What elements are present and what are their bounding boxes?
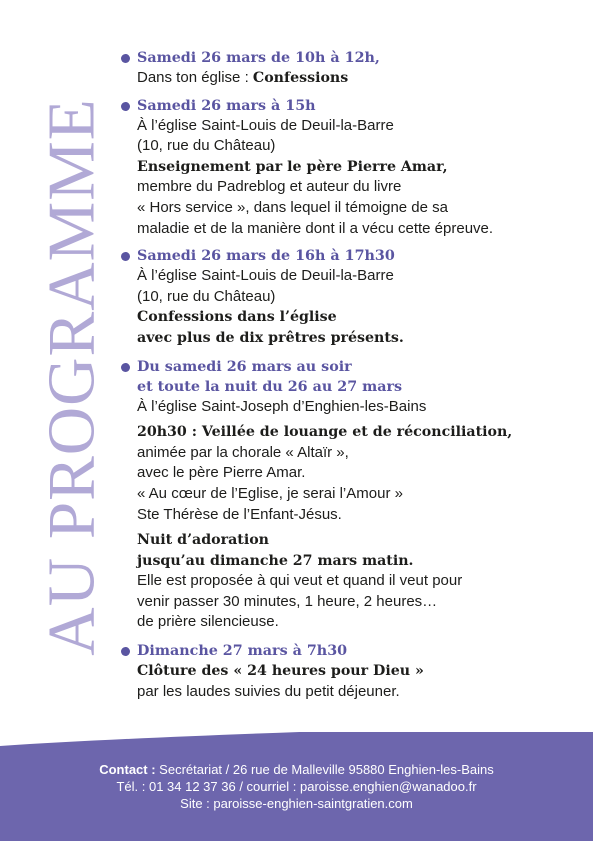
footer-site-line: Site : paroisse-enghien-saintgratien.com bbox=[180, 796, 413, 811]
event-heading: Dimanche 27 mars à 7h30 bbox=[137, 643, 348, 660]
event-line: Clôture des « 24 heures pour Dieu » bbox=[137, 663, 424, 680]
event-closing bbox=[121, 641, 571, 702]
event-line: avec plus de dix prêtres présents. bbox=[137, 329, 404, 346]
event-line: maladie et de la manière dont il a vécu cette épreuve. bbox=[137, 219, 494, 237]
bullet-icon bbox=[121, 363, 130, 372]
event-line: À l’église Saint-Louis de Deuil-la-Barre bbox=[137, 116, 394, 134]
event-line: Dans ton église : Confessions bbox=[137, 69, 349, 86]
bullet-icon bbox=[121, 647, 130, 656]
event-line: Enseignement par le père Pierre Amar, bbox=[137, 158, 448, 175]
footer-contact-line bbox=[0, 761, 593, 778]
event-line: « Hors service », dans lequel il témoigne de sa bbox=[137, 198, 449, 216]
event-line: membre du Padreblog et auteur du livre bbox=[137, 178, 402, 196]
event-line: Confessions dans l’église bbox=[137, 309, 337, 326]
event-line: Nuit d’adoration bbox=[137, 532, 269, 549]
event-line: (10, rue du Château) bbox=[137, 137, 276, 155]
event-heading: Du samedi 26 mars au soir bbox=[137, 358, 352, 375]
bullet-icon bbox=[121, 54, 130, 63]
event-heading: Samedi 26 mars de 16h à 17h30 bbox=[137, 248, 395, 265]
event-line: par les laudes suivies du petit déjeuner. bbox=[137, 682, 400, 700]
event-line: À l’église Saint-Joseph d’Enghien-les-Bains bbox=[137, 397, 427, 415]
event-confessions-morning bbox=[121, 48, 571, 89]
footer-band bbox=[0, 732, 593, 841]
vertical-title-text: AU PROGRAMME bbox=[34, 98, 109, 656]
contact-label: Contact : bbox=[99, 762, 156, 777]
event-line: avec le père Pierre Amar. bbox=[137, 464, 306, 482]
vertical-title bbox=[34, 52, 109, 702]
event-line: (10, rue du Château) bbox=[137, 287, 276, 305]
event-line: venir passer 30 minutes, 1 heure, 2 heures… bbox=[137, 592, 438, 610]
event-line: À l’église Saint-Louis de Deuil-la-Barre bbox=[137, 267, 394, 285]
event-heading: Samedi 26 mars à 15h bbox=[137, 97, 316, 114]
event-heading: et toute la nuit du 26 au 27 mars bbox=[137, 378, 403, 395]
event-line: de prière silencieuse. bbox=[137, 613, 279, 631]
event-line: jusqu’au dimanche 27 mars matin. bbox=[137, 552, 414, 569]
event-night-vigil bbox=[121, 357, 571, 634]
bullet-icon bbox=[121, 102, 130, 111]
program-list bbox=[121, 48, 571, 702]
event-heading: Samedi 26 mars de 10h à 12h, bbox=[137, 50, 380, 66]
event-line: animée par la chorale « Altaïr », bbox=[137, 443, 349, 461]
event-line: Ste Thérèse de l’Enfant-Jésus. bbox=[137, 505, 342, 523]
event-confessions-afternoon bbox=[121, 246, 571, 348]
event-line: Elle est proposée à qui veut et quand il veut pour bbox=[137, 572, 463, 590]
event-line: 20h30 : Veillée de louange et de réconciliation, bbox=[137, 424, 513, 441]
footer-contact bbox=[0, 761, 593, 812]
event-line: « Au cœur de l’Eglise, je serai l’Amour » bbox=[137, 484, 403, 502]
footer-phone-line: Tél. : 01 34 12 37 36 / courriel : paroisse.enghien@wanadoo.fr bbox=[116, 779, 477, 794]
contact-text: Secrétariat / 26 rue de Malleville 95880 Enghien-les-Bains bbox=[155, 762, 494, 777]
event-teaching bbox=[121, 96, 571, 240]
